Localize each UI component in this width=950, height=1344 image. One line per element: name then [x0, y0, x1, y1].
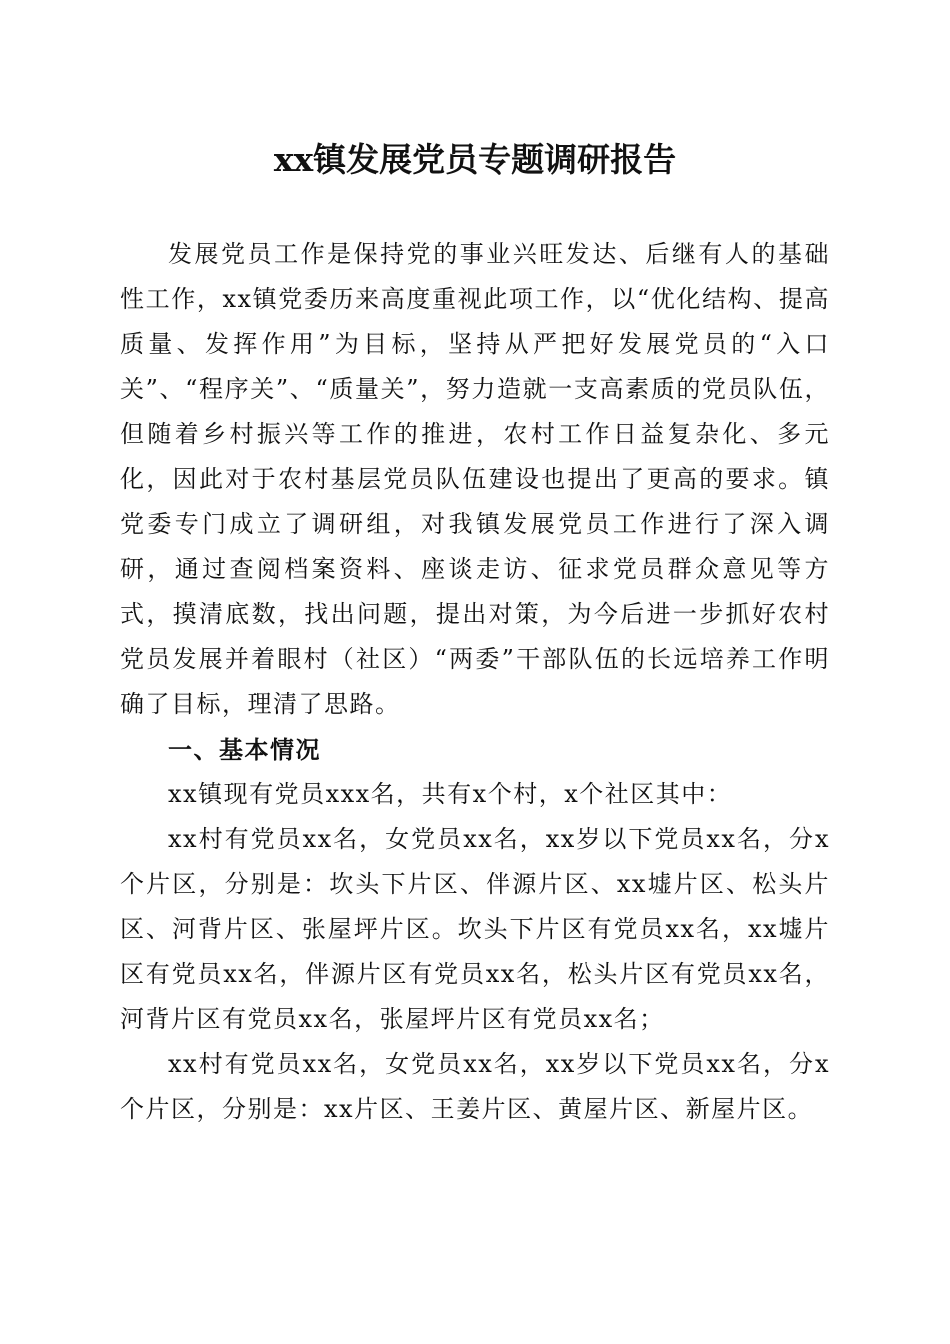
intro-paragraph: 发展党员工作是保持党的事业兴旺发达、后继有人的基础性工作，xx镇党委历来高度重视此项工作，以“优化结构、提高质量、发挥作用”为目标，坚持从严把好发展党员的“入口关”、“程序关”、“质量关”，努力造就一支高素质的党员队伍，但随着乡村振兴等工作的推进，农村工作日益复杂化、多元化，因此对于农村基层党员队伍建设也提出了更高的要求。镇党委专门成立了调研组，对我镇发展党员工作进行了深入调研，通过查阅档案资料、座谈走访、征求党员群众意见等方式，摸清底数，找出问题，提出对策，为今后进一步抓好农村党员发展并着眼村（社区）“两委”干部队伍的长远培养工作明确了目标，理清了思路。 — [120, 240, 830, 718]
document-body — [120, 232, 830, 1132]
section-heading-basic-situation: 一、基本情况 — [168, 735, 321, 764]
village-paragraph: xx村有党员xx名，女党员xx名，xx岁以下党员xx名，分x个片区，分别是：坎头下片区、伴源片区、xx墟片区、松头片区、河背片区、张屋坪片区。坎头下片区有党员xx名，xx墟片区有党员xx名，伴源片区有党员xx名，松头片区有党员xx名，河背片区有党员xx名，张屋坪片区有党员xx名； — [120, 825, 830, 1033]
summary-paragraph: xx镇现有党员xxx名，共有x个村，x个社区其中： — [168, 780, 733, 808]
village-paragraph: xx村有党员xx名，女党员xx名，xx岁以下党员xx名，分x个片区，分别是：xx片区、王姜片区、黄屋片区、新屋片区。 — [120, 1050, 830, 1123]
document-title: xx镇发展党员专题调研报告 — [273, 140, 677, 179]
